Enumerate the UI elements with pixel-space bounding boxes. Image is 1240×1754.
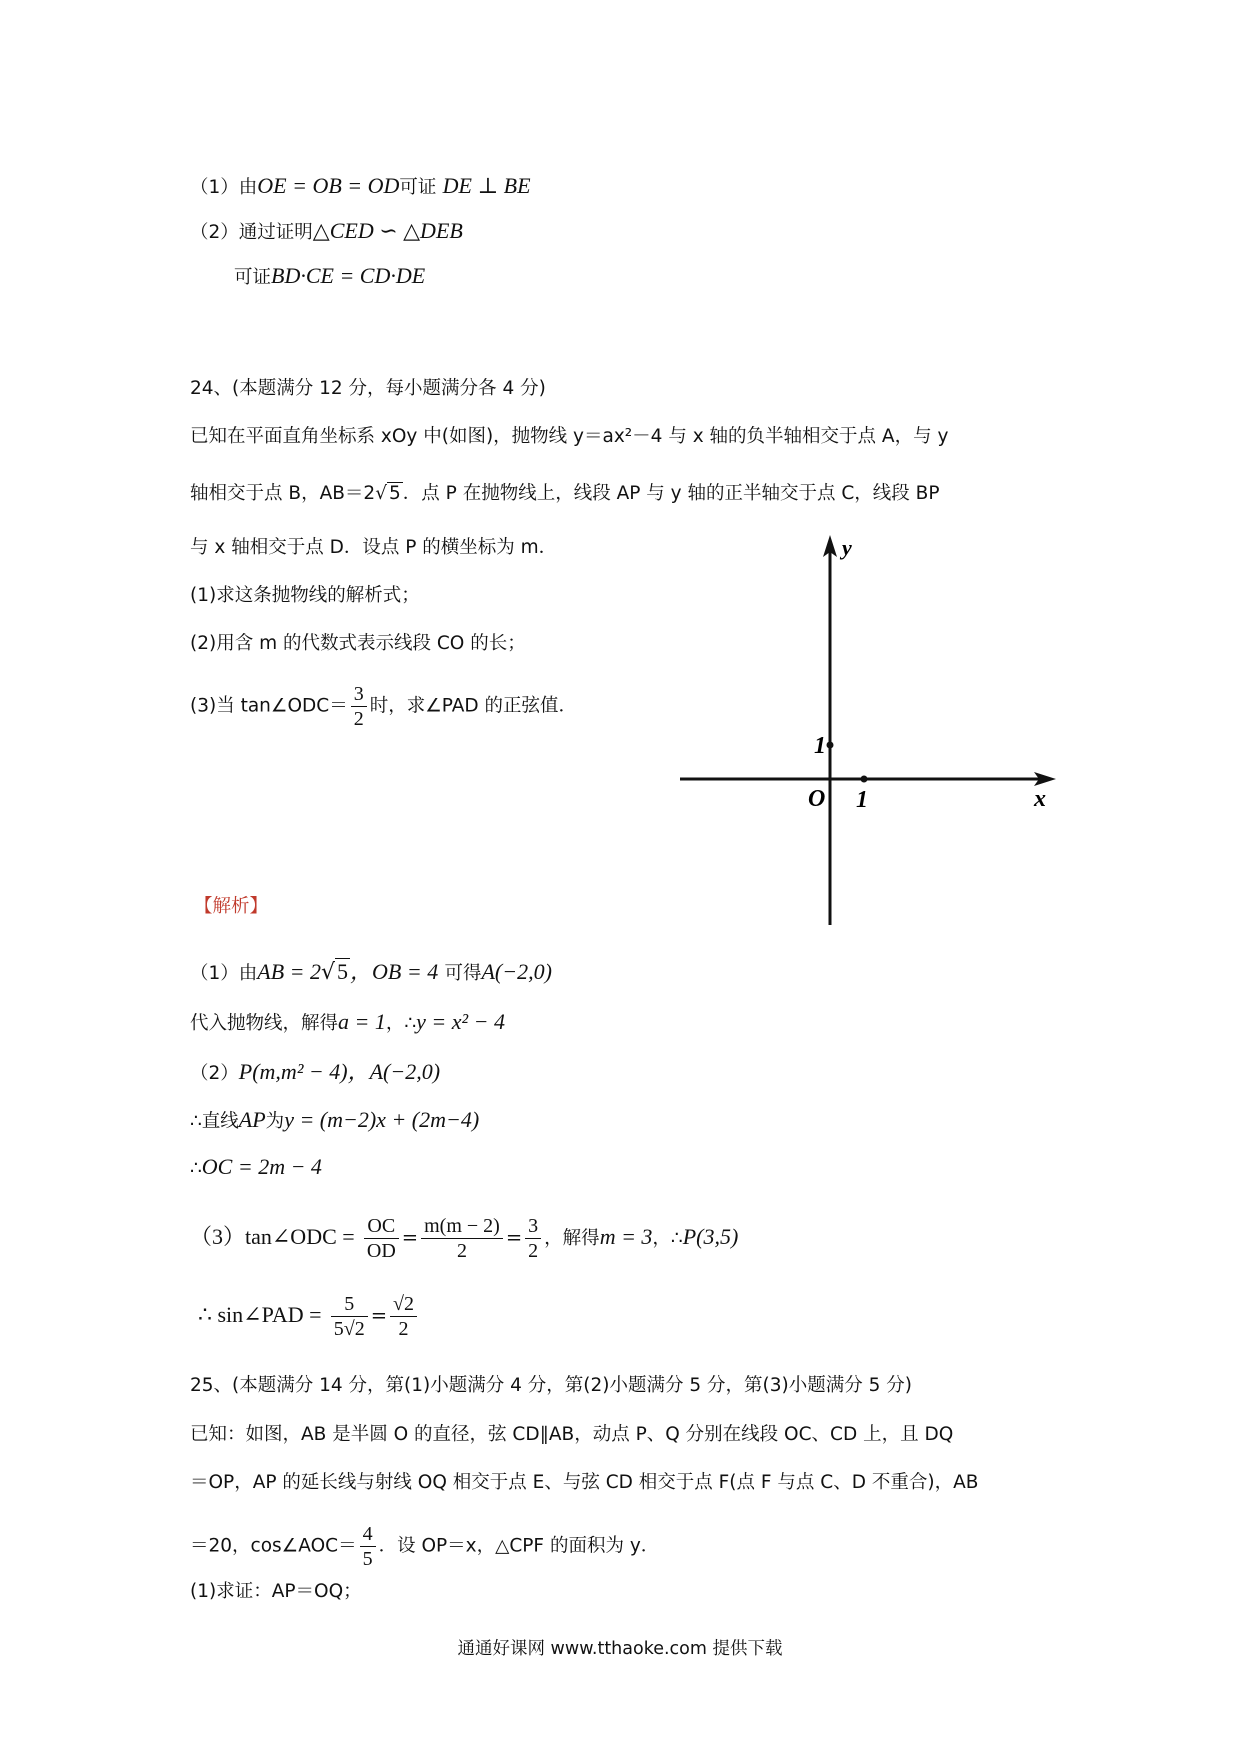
analysis-step-5: ∴OC = 2m − 4 — [190, 1154, 322, 1179]
prev-solution-line-2: （2）通过证明△CED ∽ △DEB — [190, 218, 463, 243]
q24-part-1: (1)求这条抛物线的解析式； — [190, 585, 420, 606]
page-footer: 通通好课网 www.tthaoke.com 提供下载 — [457, 1639, 783, 1659]
analysis-step-7: ∴ sin∠PAD = $\frac{5}{5√2}$ = $\frac{√2}{2}$ — [198, 1292, 420, 1341]
q24-part-2: (2)用含 m 的代数式表示线段 CO 的长； — [190, 633, 526, 654]
q24-stem-line-2: 轴相交于点 B，AB＝2√ 5 ．点 P 在抛物线上，线段 AP 与 y 轴的正半轴交于点 C，线段 BP — [190, 480, 940, 508]
q24-part-3: (3)当 tan∠ODC＝ $\frac{3}{2}$ 时，求∠PAD 的正弦值． — [190, 683, 578, 730]
fraction-3-over-2: $\frac{3}{2}$ — [351, 682, 367, 731]
analysis-title: 【解析】 — [194, 896, 269, 917]
analysis-step-6: （3）tan∠ODC = $\frac{OC}{OD}$ = $\frac{m(m - 2)}{2}$ = $\frac{3}{2}$ ，解得m = 3，∴P(3,5) — [190, 1215, 739, 1262]
q25-header: 25、(本题满分 14 分，第(1)小题满分 4 分，第(2)小题满分 5 分，第(3)小题满分 5 分) — [190, 1375, 912, 1396]
fraction-4-over-5: $\frac{4}{5}$ — [360, 1522, 376, 1571]
q24-stem-line-3: 与 x 轴相交于点 D．设点 P 的横坐标为 m． — [190, 537, 558, 558]
prev-solution-line-1: （1）由OE = OB = OD可证 DE ⊥ BE — [190, 173, 531, 198]
analysis-step-4: ∴直线AP为y = (m−2)x + (2m−4) — [190, 1107, 480, 1132]
fraction-3-over-2: $\frac{3}{2}$ — [525, 1214, 541, 1263]
fraction-root2-over-2: $\frac{√2}{2}$ — [390, 1292, 417, 1341]
coordinate-graph — [670, 535, 1060, 930]
analysis-step-3: （2）P(m,m² − 4)，A(−2,0) — [190, 1059, 441, 1084]
fraction-oc-over-od: $\frac{OC}{OD}$ — [364, 1214, 399, 1263]
sqrt-expression: √5 — [321, 959, 349, 985]
origin-label: O — [808, 786, 826, 812]
q24-header: 24、(本题满分 12 分，每小题满分各 4 分) — [190, 378, 546, 399]
y-axis-label: y — [842, 535, 852, 560]
q25-line-2: ＝OP，AP 的延长线与射线 OQ 相交于点 E、与弦 CD 相交于点 F(点 F 与点 C、D 不重合)，AB — [190, 1472, 979, 1493]
prev-solution-line-3: 可证BD·CE = CD·DE — [234, 263, 426, 288]
x-tick-point — [861, 776, 868, 783]
x-tick-label: 1 — [856, 787, 868, 813]
x-axis-label: x — [1034, 786, 1046, 812]
fraction-m-expr: $\frac{m(m - 2)}{2}$ — [421, 1214, 503, 1263]
fraction-5-over-5root2: $\frac{5}{5√2}$ — [331, 1292, 368, 1341]
y-tick-point — [827, 742, 834, 749]
q25-line-3: ＝20，cos∠AOC＝ $\frac{4}{5}$ ．设 OP＝x，△CPF 的面积为 y． — [190, 1523, 660, 1570]
q24-stem-line-1: 已知在平面直角坐标系 xOy 中(如图)，抛物线 y＝ax²－4 与 x 轴的负半轴相交于点 A，与 y — [190, 426, 949, 447]
sqrt-expression: √ 5 — [375, 483, 401, 504]
analysis-step-1: （1）由AB = 2√5，OB = 4 可得A(−2,0) — [190, 959, 552, 985]
q25-part-1: (1)求证：AP＝OQ； — [190, 1581, 362, 1602]
analysis-step-2: 代入抛物线，解得a = 1，∴y = x² − 4 — [190, 1009, 505, 1034]
y-tick-label: 1 — [814, 733, 826, 759]
q25-line-1: 已知：如图，AB 是半圆 O 的直径，弦 CD∥AB，动点 P、Q 分别在线段 OC、CD 上，且 DQ — [190, 1424, 954, 1445]
